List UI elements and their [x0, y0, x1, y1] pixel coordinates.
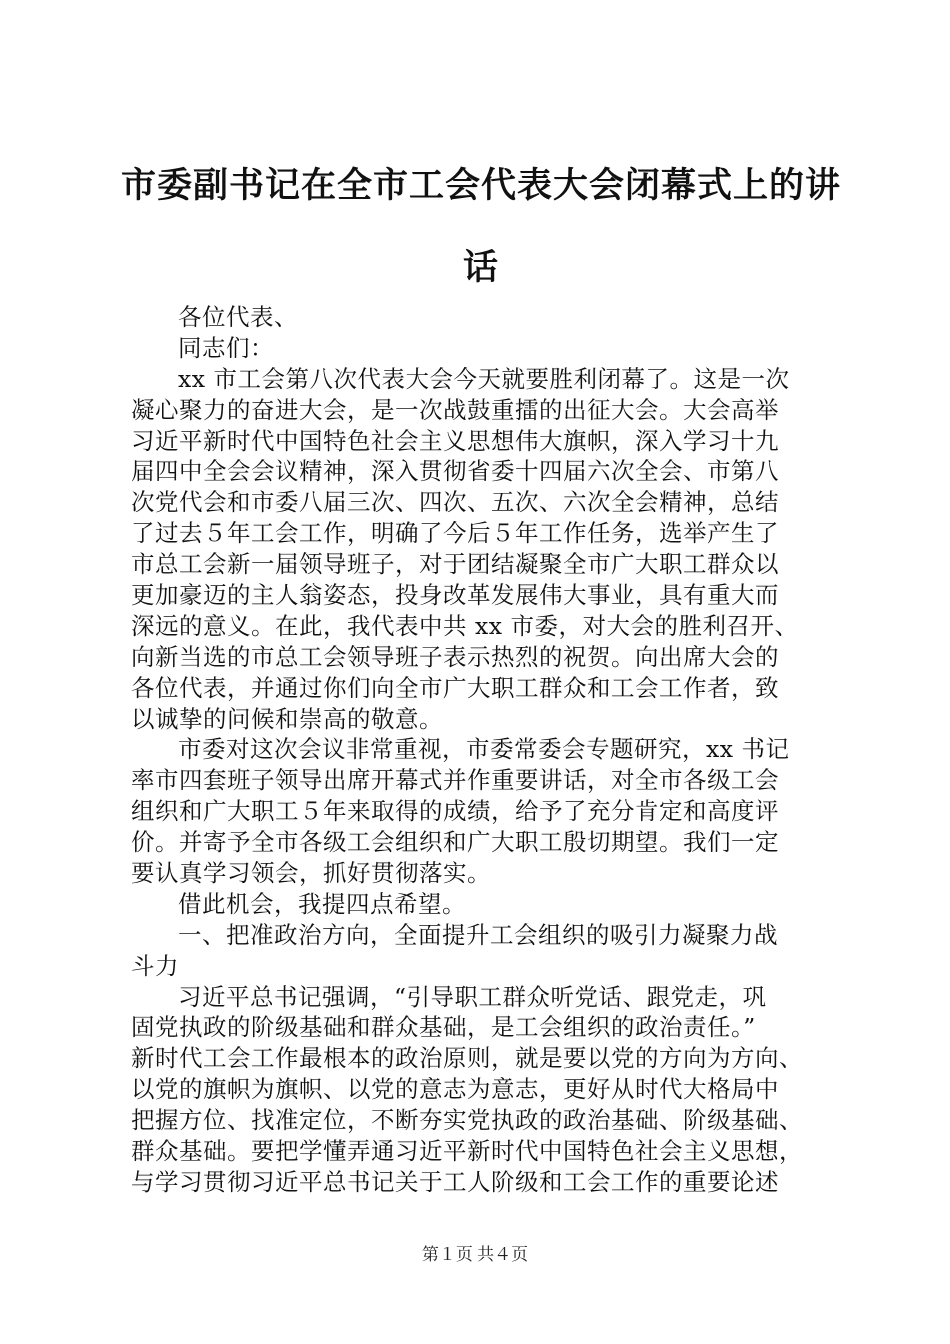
body-text-line: 固党执政的阶级基础和群众基础，是工会组织的政治责任。” — [131, 1013, 756, 1042]
body-text-line: 届四中全会会议精神，深入贯彻省委十四届六次全会、市第八 — [131, 457, 779, 486]
body-text-line: 向新当选的市总工会领导班子表示热烈的祝贺。向出席大会的 — [131, 642, 779, 671]
body-text-line: 要认真学习领会，抓好贯彻落实。 — [131, 859, 491, 888]
body-text-line: 价。并寄予全市各级工会组织和广大职工殷切期望。我们一定 — [131, 828, 779, 857]
page-number-footer: 第１页 共４页 — [421, 1245, 529, 1264]
body-text-line: 组织和广大职工５年来取得的成绩，给予了充分肯定和高度评 — [131, 797, 779, 826]
body-text-line: 凝心聚力的奋进大会，是一次战鼓重擂的出征大会。大会高举 — [131, 395, 779, 424]
body-text-line: 以党的旗帜为旗帜、以党的意志为意志，更好从时代大格局中 — [131, 1075, 779, 1104]
document-title-line-1: 市委副书记在全市工会代表大会闭幕式上的讲 — [120, 165, 841, 206]
body-text-line: 市总工会新一届领导班子，对于团结凝聚全市广大职工群众以 — [131, 550, 779, 579]
body-text-line: 深远的意义。在此，我代表中共 xx 市委，对大会的胜利召开、 — [131, 611, 799, 640]
body-text-line: 习近平新时代中国特色社会主义思想伟大旗帜，深入学习十九 — [131, 426, 779, 455]
document-body — [131, 302, 836, 1198]
body-text-line: 习近平总书记强调，“引导职工群众听党话、跟党走，巩 — [178, 982, 767, 1011]
body-text-line: 各位代表，并通过你们向全市广大职工群众和工会工作者，致 — [131, 673, 779, 702]
body-text-line: 一、把准政治方向，全面提升工会组织的吸引力凝聚力战 — [178, 920, 778, 949]
body-text-line: 群众基础。要把学懂弄通习近平新时代中国特色社会主义思想， — [131, 1137, 803, 1166]
body-text-line: 以诚挚的问候和崇高的敬意。 — [131, 704, 443, 733]
body-text-line: 与学习贯彻习近平总书记关于工人阶级和工会工作的重要论述 — [131, 1167, 779, 1196]
body-text-line: 率市四套班子领导出席开幕式并作重要讲话，对全市各级工会 — [131, 766, 779, 795]
body-text-line: 了过去５年工会工作，明确了今后５年工作任务，选举产生了 — [131, 519, 779, 548]
body-text-line: 斗力 — [131, 951, 179, 980]
body-text-line: 各位代表、 — [178, 303, 298, 331]
body-text-line: 借此机会，我提四点希望。 — [178, 889, 466, 918]
body-text-line: 次党代会和市委八届三次、四次、五次、六次全会精神，总结 — [131, 488, 779, 517]
body-text-line: 市委对这次会议非常重视，市委常委会专题研究，xx 书记 — [178, 735, 790, 764]
body-text-line: xx 市工会第八次代表大会今天就要胜利闭幕了。这是一次 — [178, 364, 790, 393]
body-text-line: 更加豪迈的主人翁姿态，投身改革发展伟大事业，具有重大而 — [131, 581, 779, 610]
body-text-line: 新时代工会工作最根本的政治原则，就是要以党的方向为方向、 — [131, 1044, 803, 1073]
body-text-line: 同志们： — [178, 333, 274, 362]
document-title-line-2: 话 — [462, 247, 499, 288]
body-text-line: 把握方位、找准定位，不断夯实党执政的政治基础、阶级基础、 — [131, 1106, 803, 1135]
